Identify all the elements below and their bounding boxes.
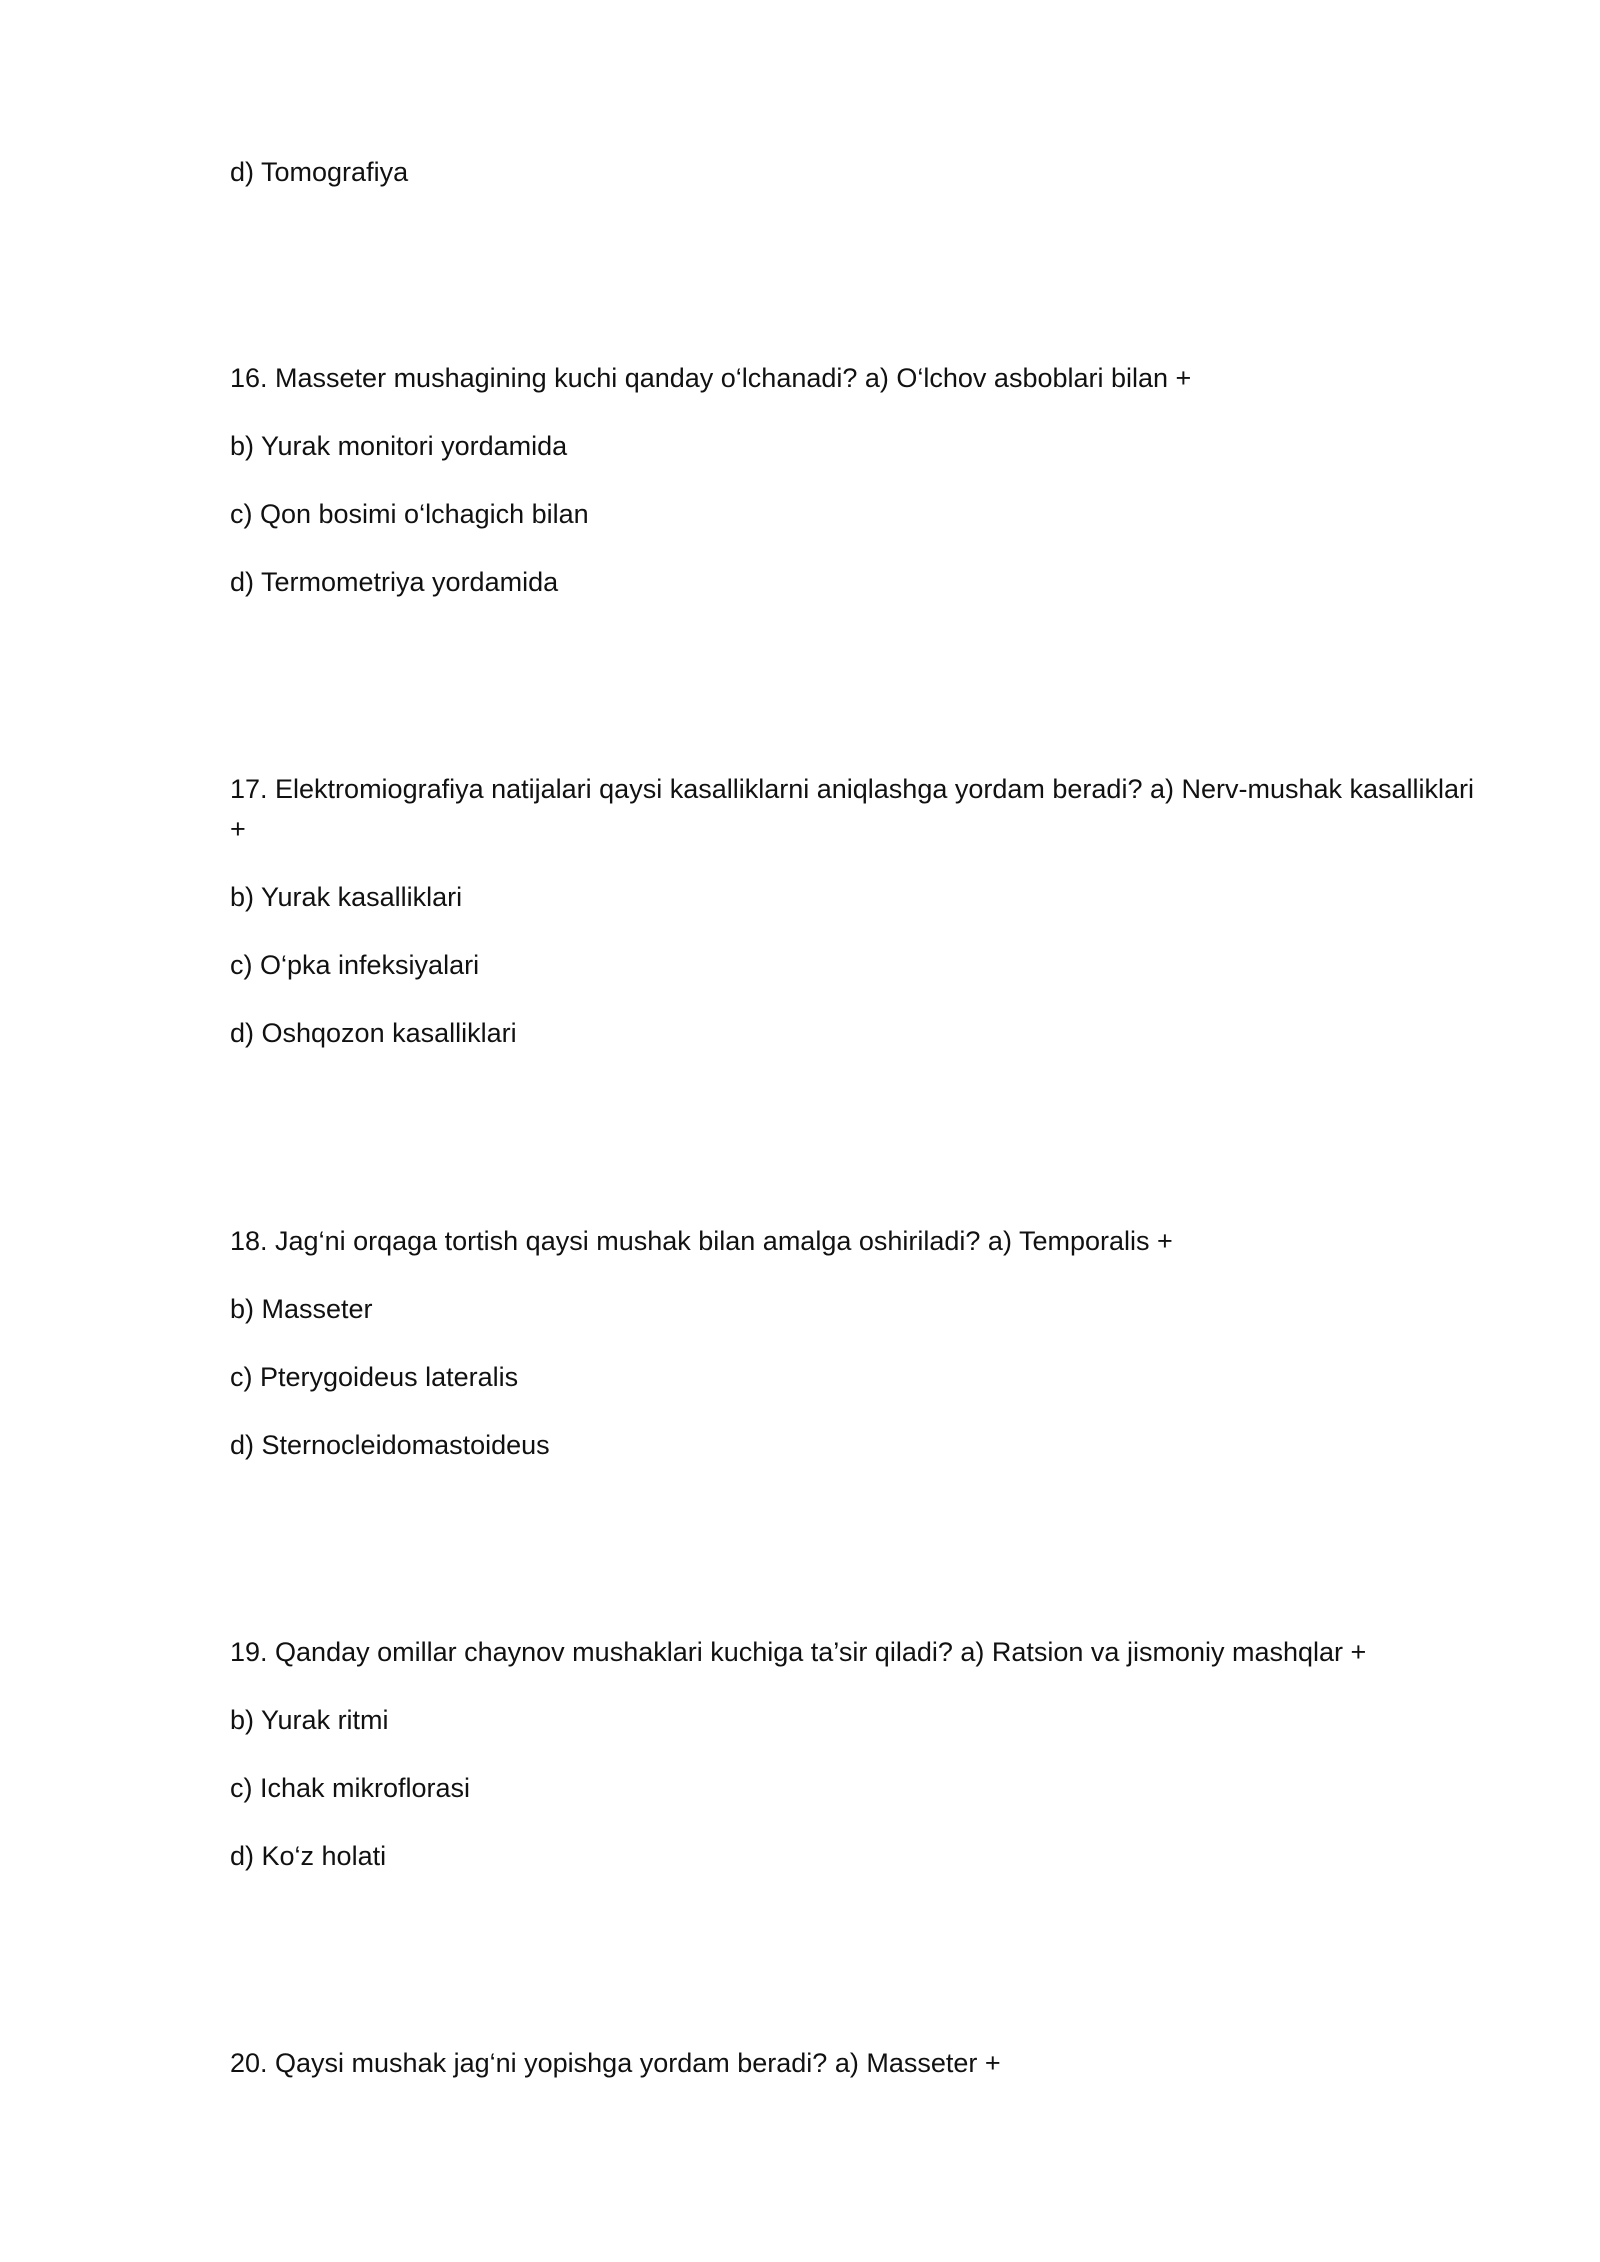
question-16: 16. Masseter mushagining kuchi qanday o‘lchanadi? a) O‘lchov asboblari bilan + — [230, 363, 1192, 393]
answer-option-19b: b) Yurak ritmi — [230, 1705, 389, 1735]
answer-option-17c: c) O‘pka infeksiyalari — [230, 950, 480, 980]
answer-option-16d: d) Termometriya yordamida — [230, 567, 559, 597]
answer-option-18b: b) Masseter — [230, 1294, 373, 1324]
answer-option-17d: d) Oshqozon kasalliklari — [230, 1018, 517, 1048]
answer-option-18d: d) Sternocleidomastoideus — [230, 1430, 550, 1460]
answer-option-16b: b) Yurak monitori yordamida — [230, 431, 568, 461]
question-19: 19. Qanday omillar chaynov mushaklari kuchiga ta’sir qiladi? a) Ratsion va jismoniy mashqlar + — [230, 1637, 1367, 1667]
answer-option-19c: c) Ichak mikroflorasi — [230, 1773, 471, 1803]
answer-option-17b: b) Yurak kasalliklari — [230, 882, 463, 912]
question-20: 20. Qaysi mushak jag‘ni yopishga yordam beradi? a) Masseter + — [230, 2048, 1001, 2078]
question-18: 18. Jag‘ni orqaga tortish qaysi mushak bilan amalga oshiriladi? a) Temporalis + — [230, 1226, 1173, 1256]
answer-option-16c: c) Qon bosimi o‘lchagich bilan — [230, 499, 589, 529]
answer-option-19d: d) Ko‘z holati — [230, 1841, 387, 1871]
answer-option-15d: d) Tomografiya — [230, 157, 409, 187]
answer-option-18c: c) Pterygoideus lateralis — [230, 1362, 519, 1392]
question-17: 17. Elektromiografiya natijalari qaysi kasalliklarni aniqlashga yordam beradi? a) Nerv-mushak kasalliklari + — [230, 774, 1475, 844]
